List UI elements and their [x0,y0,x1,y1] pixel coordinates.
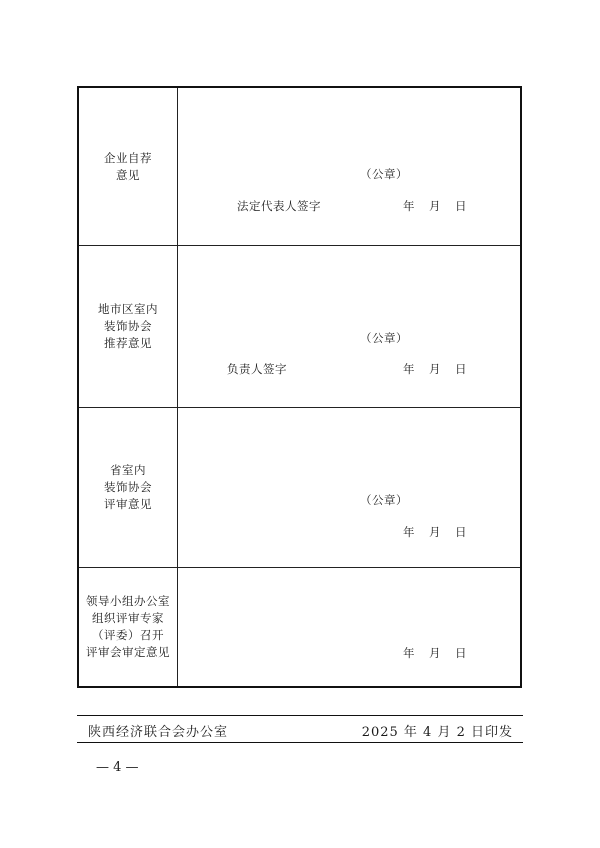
row-label-line: 企业自荐 [104,150,152,165]
page-number: — 4 — [96,760,139,775]
table-row-enterprise-opinion [79,88,520,245]
footer-bottom-rule [77,742,523,743]
official-seal-placeholder: （公章） [360,331,408,345]
row-label-line: 省室内 [110,463,146,477]
table-row-review-committee-opinion [79,567,520,686]
row-label-line: 地市区室内 [98,302,158,316]
row-label-line: 领导小组办公室 [86,594,170,608]
date-line [403,361,467,377]
column-divider [177,568,178,686]
date-year: 年 [403,199,415,213]
row-label-line: 意见 [116,167,140,182]
official-seal-placeholder: （公章） [360,493,408,507]
date-line [403,645,467,661]
row-label-line: 评审会审定意见 [86,645,170,659]
row-label-line: 组织评审专家 [92,611,164,625]
signature-label: 负责人签字 [227,362,287,376]
date-month: 月 [429,199,441,213]
footer-issuer: 陕西经济联合会办公室 [88,725,229,740]
row-label [79,568,177,686]
row-label [79,246,177,407]
table-row-regional-association-opinion [79,245,520,407]
date-year: 年 [403,646,415,660]
official-seal-placeholder: （公章） [360,167,408,181]
row-label-line: 装饰协会 [104,480,152,494]
column-divider [177,88,178,245]
row-label-line: （评委）召开 [92,628,164,642]
date-month: 月 [429,362,441,376]
date-month: 月 [429,646,441,660]
row-label-line: 装饰协会 [104,319,152,333]
date-day: 日 [455,646,467,660]
date-year: 年 [403,362,415,376]
row-label [79,408,177,567]
footer-print-date: 2025 年 4 月 2 日印发 [361,725,513,740]
table-row-provincial-association-opinion [79,407,520,567]
date-line [403,524,467,540]
column-divider [177,408,178,567]
signature-label: 法定代表人签字 [237,199,321,213]
footer-top-rule [77,715,523,716]
row-label-line: 评审意见 [104,497,152,511]
column-divider [177,246,178,407]
date-line [403,198,467,214]
date-day: 日 [455,199,467,213]
date-year: 年 [403,525,415,539]
date-day: 日 [455,362,467,376]
date-day: 日 [455,525,467,539]
date-month: 月 [429,525,441,539]
opinion-form-table [77,86,522,688]
row-label [79,88,177,245]
row-label-line: 推荐意见 [104,336,152,350]
